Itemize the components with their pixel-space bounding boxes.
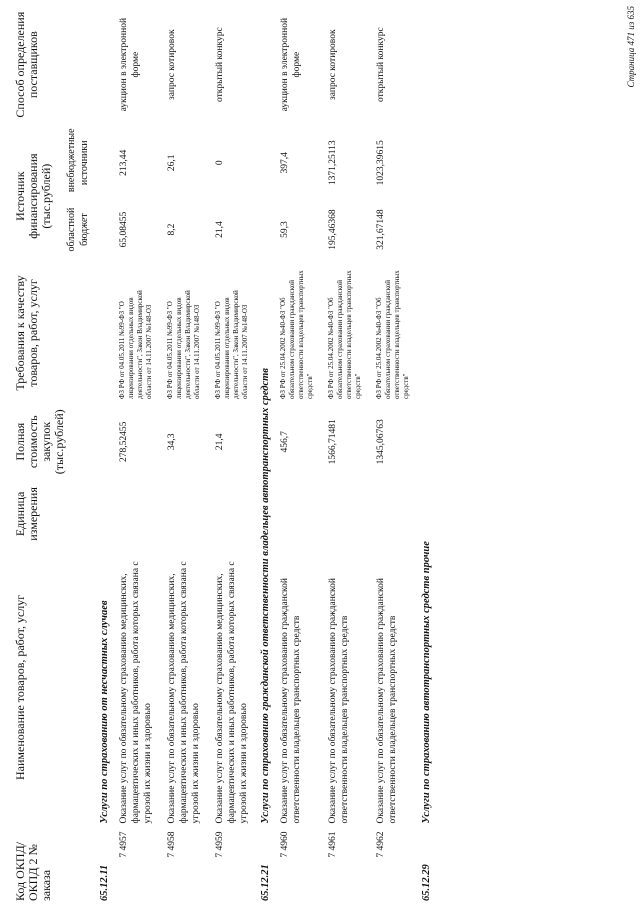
order-number: 7 4958 <box>167 831 177 858</box>
order-number: 7 4957 <box>119 831 129 858</box>
item-extra: 213,44 <box>119 149 129 176</box>
section-row <box>417 0 434 905</box>
section-row <box>256 0 273 905</box>
order-number: 7 4960 <box>280 831 290 858</box>
section-code: 65.12.29 <box>421 864 432 901</box>
item-method: запрос котировок <box>328 29 338 100</box>
item-extra: 26,1 <box>167 154 177 172</box>
item-cost: 21,4 <box>215 433 225 451</box>
item-cost: 456,7 <box>280 431 290 453</box>
item-method: аукцион в электронной форме <box>280 17 302 112</box>
item-name: Оказание услуг по обязательному страхованию гражданской ответственности владельцев транспортных средств <box>280 578 302 824</box>
table-row <box>369 0 417 905</box>
item-requirements: ФЗ РФ от 04.05.2011 №99-ФЗ "О лицензировании отдельных видов деятельности", Закон Владимирской области от 14.11.2007 №148-ОЗ <box>118 290 153 399</box>
header-method: Способ определения поставщиков <box>13 11 40 118</box>
item-name: Оказание услуг по обязательному страхованию медицинских, фармацевтических и иных работников, работа которых связана с угрозой их жизни и здоровью <box>167 561 201 824</box>
table-row <box>321 0 369 905</box>
item-method: открытый конкурс <box>215 27 225 103</box>
item-method: аукцион в электронной форме <box>119 17 141 112</box>
section-title: Услуги по страхованию автотранспортных средств прочие <box>421 541 432 824</box>
item-unit <box>321 481 369 548</box>
header-name: Наименование товаров, работ, услуг <box>13 594 27 780</box>
section-title: Услуги по страхованию гражданской ответственности владельцев автотранспортных средств <box>260 368 271 824</box>
item-unit <box>208 481 256 548</box>
item-cost: 34,3 <box>167 433 177 451</box>
item-requirements: ФЗ РФ от 25.04.2002 №40-ФЗ "Об обязательном страховании гражданской ответственности владельцев транспортных средств" <box>375 270 410 399</box>
table-row <box>160 0 208 905</box>
order-number: 7 4962 <box>376 831 386 858</box>
item-regional: 65,08455 <box>119 211 129 248</box>
item-requirements: ФЗ РФ от 04.05.2011 №99-ФЗ "О лицензировании отдельных видов деятельности", Закон Владимирской области от 14.11.2007 №148-ОЗ <box>166 290 201 399</box>
order-number: 7 4961 <box>328 831 338 858</box>
header-cost: Полная стоимость закупок (тыс.рублей) <box>13 409 66 475</box>
item-unit <box>369 481 417 548</box>
page-footer: Страница 471 из 635 <box>626 6 636 88</box>
item-method: запрос котировок <box>167 29 177 100</box>
table-row <box>273 0 321 905</box>
section-row <box>95 0 112 905</box>
item-cost: 278,52455 <box>119 421 129 462</box>
item-extra: 397,4 <box>280 152 290 174</box>
item-unit <box>160 481 208 548</box>
section-code: 65.12.11 <box>99 864 110 901</box>
item-regional: 21,4 <box>215 221 225 238</box>
item-unit <box>273 481 321 548</box>
item-extra: 1023,39615 <box>376 140 386 186</box>
item-requirements: ФЗ РФ от 04.05.2011 №99-ФЗ "О лицензировании отдельных видов деятельности", Закон Владимирской области от 14.11.2007 №148-ОЗ <box>214 290 249 399</box>
table-row <box>112 0 160 905</box>
item-requirements: ФЗ РФ от 25.04.2002 №40-ФЗ "Об обязательном страховании гражданской ответственности владельцев транспортных средств" <box>327 270 362 399</box>
item-regional: 195,46368 <box>328 209 338 250</box>
order-number: 7 4959 <box>215 831 225 858</box>
header-unit: Единица измерения <box>13 487 40 541</box>
header-code: Код ОКПД/ ОКПД 2 № заказа <box>13 841 53 901</box>
item-name: Оказание услуг по обязательному страхованию медицинских, фармацевтических и иных работников, работа которых связана с угрозой их жизни и здоровью <box>215 561 249 824</box>
table-row <box>208 0 256 905</box>
item-cost: 1345,06763 <box>376 419 386 465</box>
header-requirements: Требования к качеству товаров, работ, услуг <box>13 275 40 391</box>
item-requirements: ФЗ РФ от 25.04.2002 №40-ФЗ "Об обязательном страховании гражданской ответственности владельцев транспортных средств" <box>279 270 314 399</box>
section-code: 65.12.21 <box>260 864 271 901</box>
item-cost: 1566,71481 <box>328 419 338 465</box>
section-title: Услуги по страхованию от несчастных случаев <box>99 600 110 824</box>
item-extra: 1371,25113 <box>328 140 338 186</box>
item-name: Оказание услуг по обязательному страхованию медицинских, фармацевтических и иных работников, работа которых связана с угрозой их жизни и здоровью <box>119 561 153 824</box>
item-regional: 321,67148 <box>376 209 386 250</box>
item-name: Оказание услуг по обязательному страхованию гражданской ответственности владельцев транспортных средств <box>376 578 398 824</box>
header-funding: Источник финансирования (тыс.рублей) <box>13 153 53 239</box>
item-method: открытый конкурс <box>376 27 386 103</box>
header-funding-extra: внебюджетные источники <box>66 128 90 193</box>
item-regional: 59,3 <box>280 221 290 238</box>
item-name: Оказание услуг по обязательному страхованию гражданской ответственности владельцев транспортных средств <box>328 578 350 824</box>
item-regional: 8,2 <box>167 223 177 236</box>
item-unit <box>112 481 160 548</box>
item-extra: 0 <box>215 160 225 166</box>
table-header-row <box>0 0 57 905</box>
header-funding-regional: областной бюджет <box>66 207 90 252</box>
